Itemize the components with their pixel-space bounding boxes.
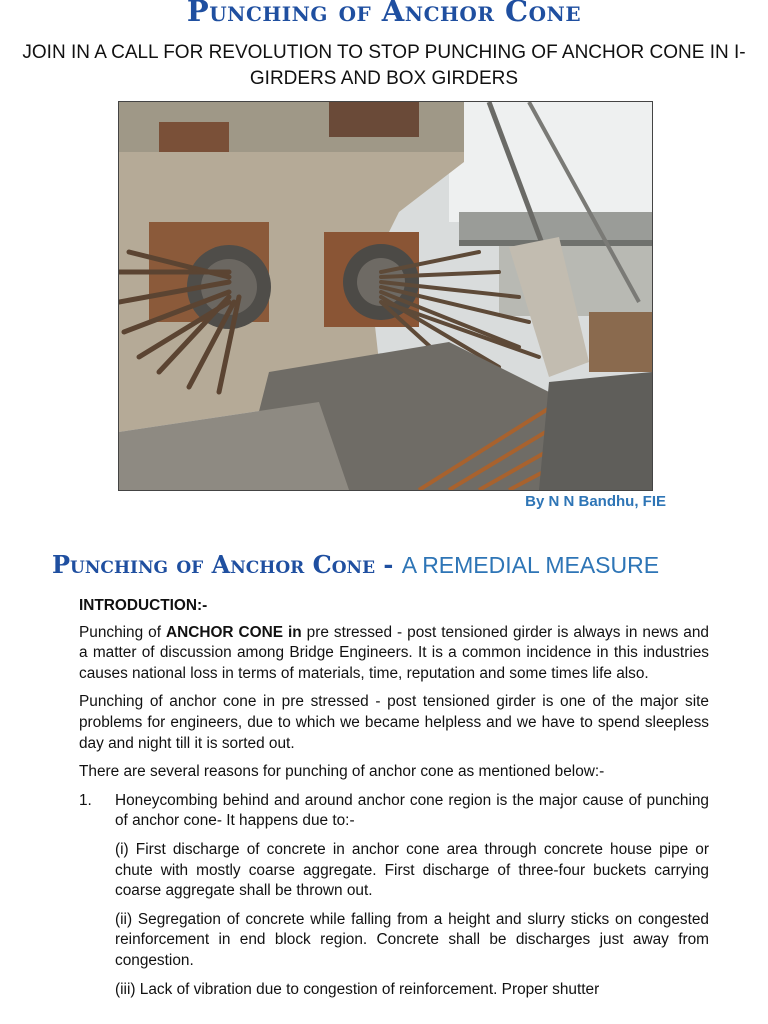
section-heading bbox=[52, 550, 752, 580]
document-body bbox=[79, 596, 709, 1008]
anchor-cone-photo bbox=[118, 101, 653, 491]
list-item-1 bbox=[79, 791, 709, 832]
paragraph-1-bold: ANCHOR CONE in bbox=[166, 623, 302, 641]
section-heading-main: Punching of Anchor Cone - bbox=[52, 550, 402, 579]
paragraph-1-start: Punching of bbox=[79, 623, 166, 641]
author-byline: By N N Bandhu, FIE bbox=[525, 493, 666, 510]
sub-item-i: (i) First discharge of concrete in anchor cone area through concrete house pipe or chute with mostly coarse aggregate. First discharge of three-four buckets carrying coarse aggregate shall be thrown out. bbox=[115, 840, 709, 900]
paragraph-1-rest: pre stressed - post tensioned girder is always in news and a matter of discussion among Bridge Engineers. It is a common incidence in this industries causes national loss in terms of materials, time, reputation and some times life also. bbox=[79, 623, 709, 682]
document-title: Punching of Anchor Cone bbox=[186, 0, 582, 28]
sub-item-ii: (ii) Segregation of concrete while falling from a height and slurry sticks on congested reinforcement in end block region. Concrete shall be discharges just away from congestion. bbox=[115, 910, 709, 969]
list-item-1-number: 1. bbox=[79, 791, 92, 809]
paragraph-2: Punching of anchor cone in pre stressed - post tensioned girder is one of the major site problems for engineers, due to which we became helpless and we have to spend sleepless day and night till it is sorted out. bbox=[79, 693, 709, 752]
section-heading-sub: A REMEDIAL MEASURE bbox=[401, 552, 660, 578]
list-item-1-text: Honeycombing behind and around anchor cone region is the major cause of punching of anchor cone- It happens due to:- bbox=[115, 791, 709, 830]
intro-heading: INTRODUCTION:- bbox=[79, 597, 208, 614]
paragraph-3: There are several reasons for punching of anchor cone as mentioned below:- bbox=[79, 763, 605, 781]
document-subtitle: JOIN IN A CALL FOR REVOLUTION TO STOP PUNCHING OF ANCHOR CONE IN I-GIRDERS AND BOX GIRDERS bbox=[22, 42, 746, 89]
sub-item-iii: (iii) Lack of vibration due to congestion of reinforcement. Proper shutter bbox=[115, 980, 600, 998]
paragraph-1 bbox=[79, 623, 709, 685]
